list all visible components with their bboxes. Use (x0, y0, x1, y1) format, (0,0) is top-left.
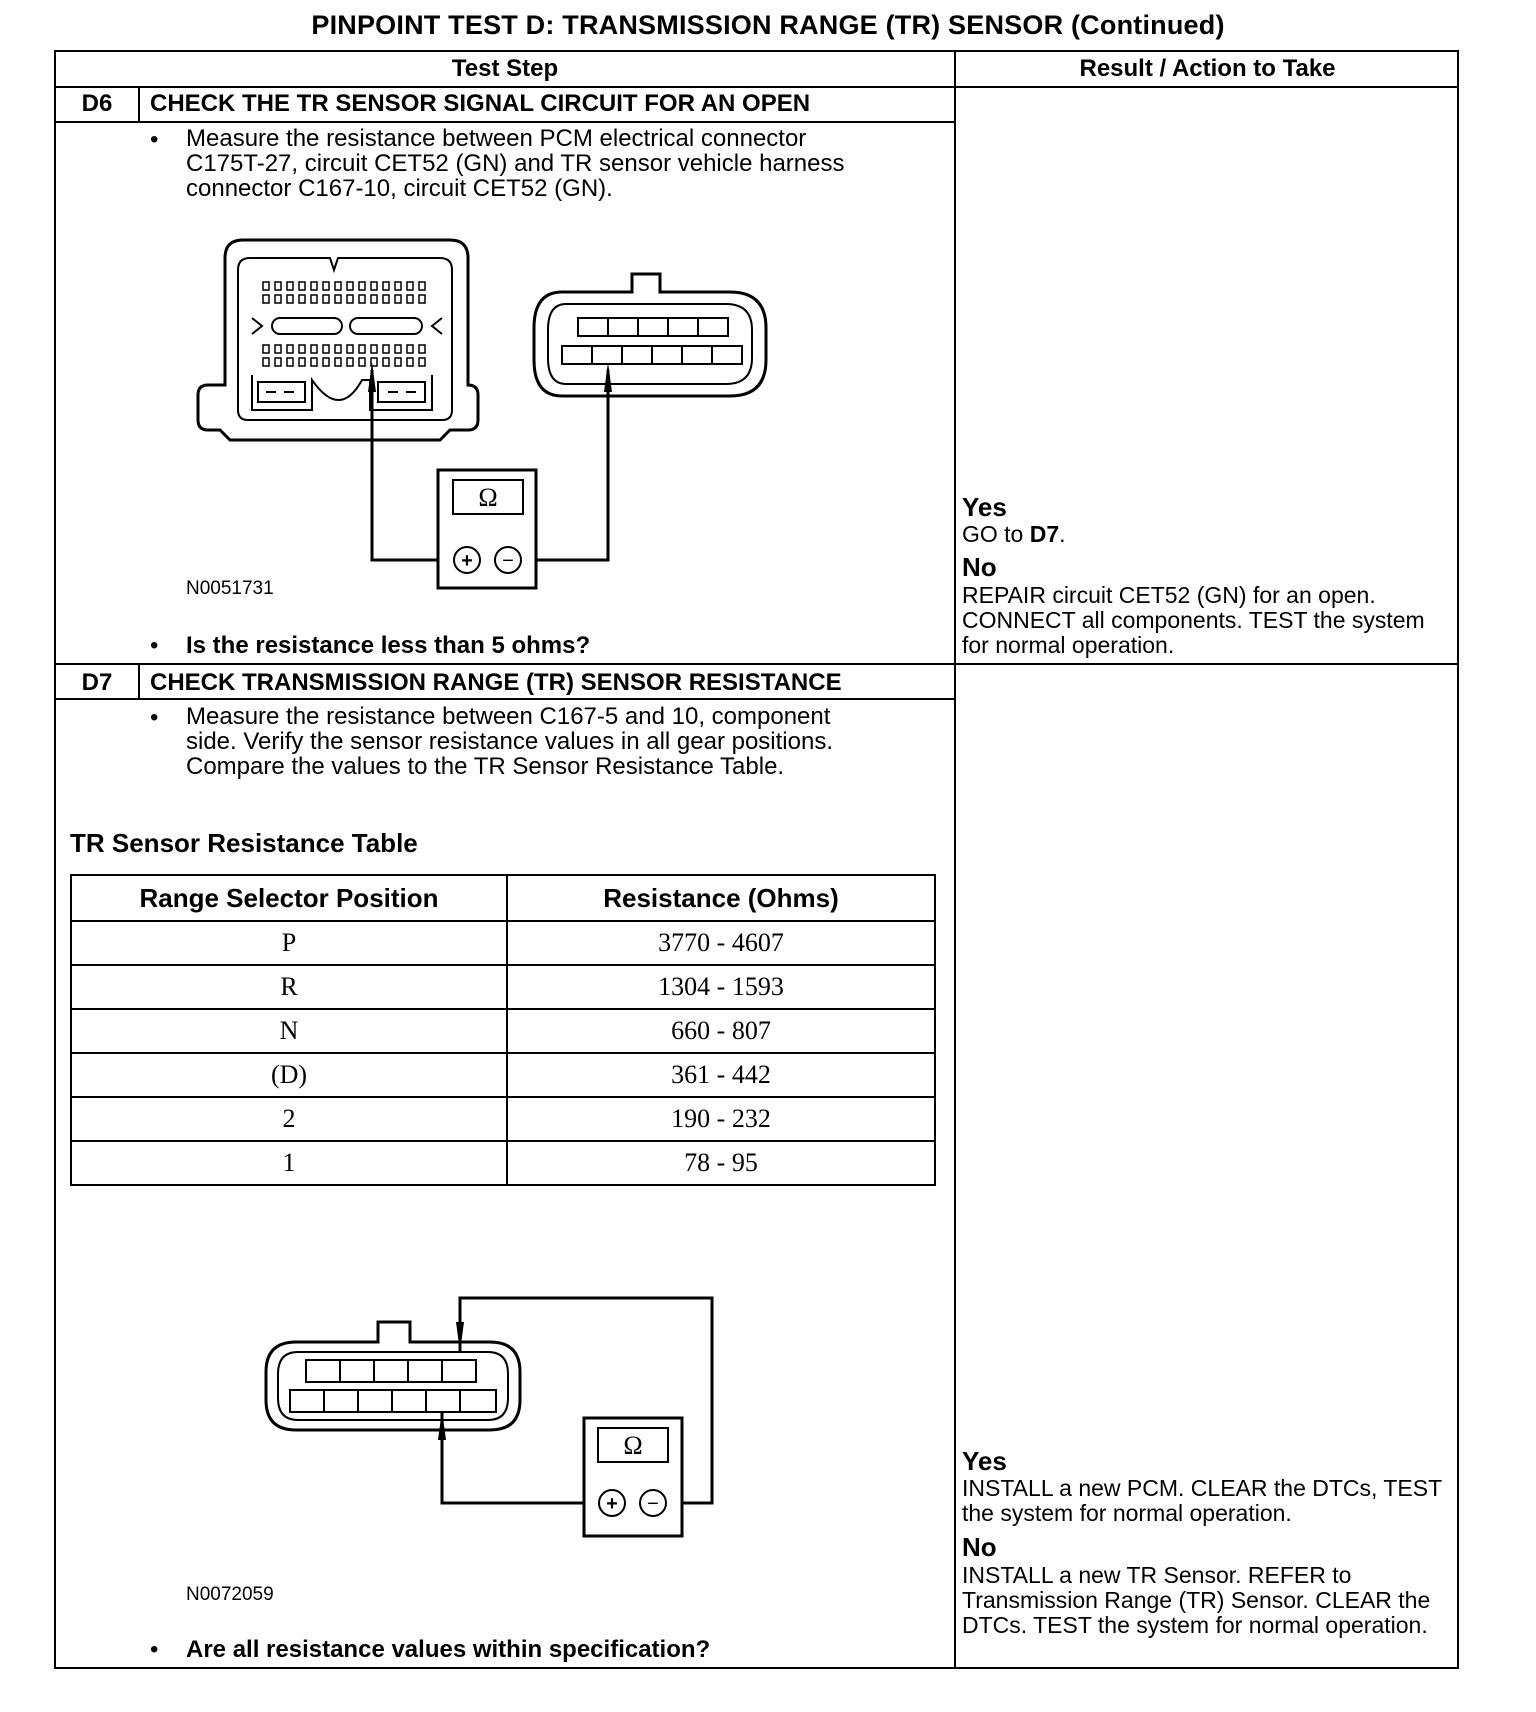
plus-terminal-label: + (461, 550, 473, 572)
ohm-symbol: Ω (623, 1431, 643, 1460)
d7-yes-label: Yes (962, 1446, 1007, 1476)
tr-sensor-connector-icon (266, 1322, 520, 1430)
step-d6-instruction: Measure the resistance between PCM electrical connector C175T-27, circuit CET52 (GN) and TR sensor vehicle harness connector C167-10, circuit CET52 (GN). (186, 125, 845, 202)
minus-terminal-label: − (502, 550, 514, 572)
page-title: PINPOINT TEST D: TRANSMISSION RANGE (TR) SENSOR (Continued) (311, 10, 1225, 40)
d7-no-label: No (962, 1532, 997, 1562)
d6-yes-suffix: . (1059, 521, 1066, 547)
column-header: Range Selector Position (71, 875, 507, 921)
figure-id-d6: N0051731 (186, 578, 274, 599)
resistance-table-title: TR Sensor Resistance Table (70, 828, 418, 858)
resistance-cell: 190 - 232 (507, 1097, 935, 1141)
bullet-icon: • (150, 704, 159, 731)
figure-id-d7: N0072059 (186, 1584, 274, 1605)
tr-sensor-pin-cavities (290, 1360, 496, 1412)
range-position-cell: 1 (71, 1141, 507, 1185)
resistance-cell: 3770 - 4607 (507, 921, 935, 965)
header-result-action: Result / Action to Take (1079, 55, 1336, 82)
range-position-cell: 2 (71, 1097, 507, 1141)
step-d7-question: Are all resistance values within specification? (186, 1636, 711, 1663)
bullet-icon: • (150, 1636, 159, 1663)
step-number-d7: D7 (81, 669, 113, 696)
ohm-symbol: Ω (478, 483, 498, 512)
range-position-cell: P (71, 921, 507, 965)
step-number-d6: D6 (81, 90, 113, 117)
d6-yes-prefix: GO to (962, 521, 1030, 547)
step-title-d7: CHECK TRANSMISSION RANGE (TR) SENSOR RESISTANCE (150, 669, 842, 696)
step-d6-question: Is the resistance less than 5 ohms? (186, 632, 591, 659)
minus-terminal-label: − (647, 1493, 659, 1515)
bullet-icon: • (150, 126, 159, 153)
range-position-cell: N (71, 1009, 507, 1053)
d6-yes-label: Yes (962, 492, 1007, 522)
bullet-icon: • (150, 632, 159, 659)
step-d7-instruction: Measure the resistance between C167-5 and 10, component side. Verify the sensor resistance values in all gear positions. Compare the values to the TR Sensor Resistance Table. (186, 703, 834, 780)
d6-no-label: No (962, 552, 997, 582)
resistance-cell: 660 - 807 (507, 1009, 935, 1053)
range-position-cell: R (71, 965, 507, 1009)
d6-yes-target: D7 (1029, 521, 1060, 547)
resistance-cell: 1304 - 1593 (507, 965, 935, 1009)
step-title-d6: CHECK THE TR SENSOR SIGNAL CIRCUIT FOR AN OPEN (150, 90, 811, 117)
header-test-step: Test Step (451, 55, 559, 82)
d6-no-action: REPAIR circuit CET52 (GN) for an open. CONNECT all components. TEST the system for normal operation. (962, 582, 1425, 658)
resistance-cell: 361 - 442 (507, 1053, 935, 1097)
plus-terminal-label: + (606, 1493, 618, 1515)
column-header: Resistance (Ohms) (507, 875, 935, 921)
range-position-cell: (D) (71, 1053, 507, 1097)
d7-yes-action: INSTALL a new PCM. CLEAR the DTCs, TEST the system for normal operation. (962, 1475, 1442, 1526)
resistance-cell: 78 - 95 (507, 1141, 935, 1185)
d7-no-action: INSTALL a new TR Sensor. REFER to Transmission Range (TR) Sensor. CLEAR the DTCs. TEST the system for normal operation. (962, 1562, 1431, 1638)
